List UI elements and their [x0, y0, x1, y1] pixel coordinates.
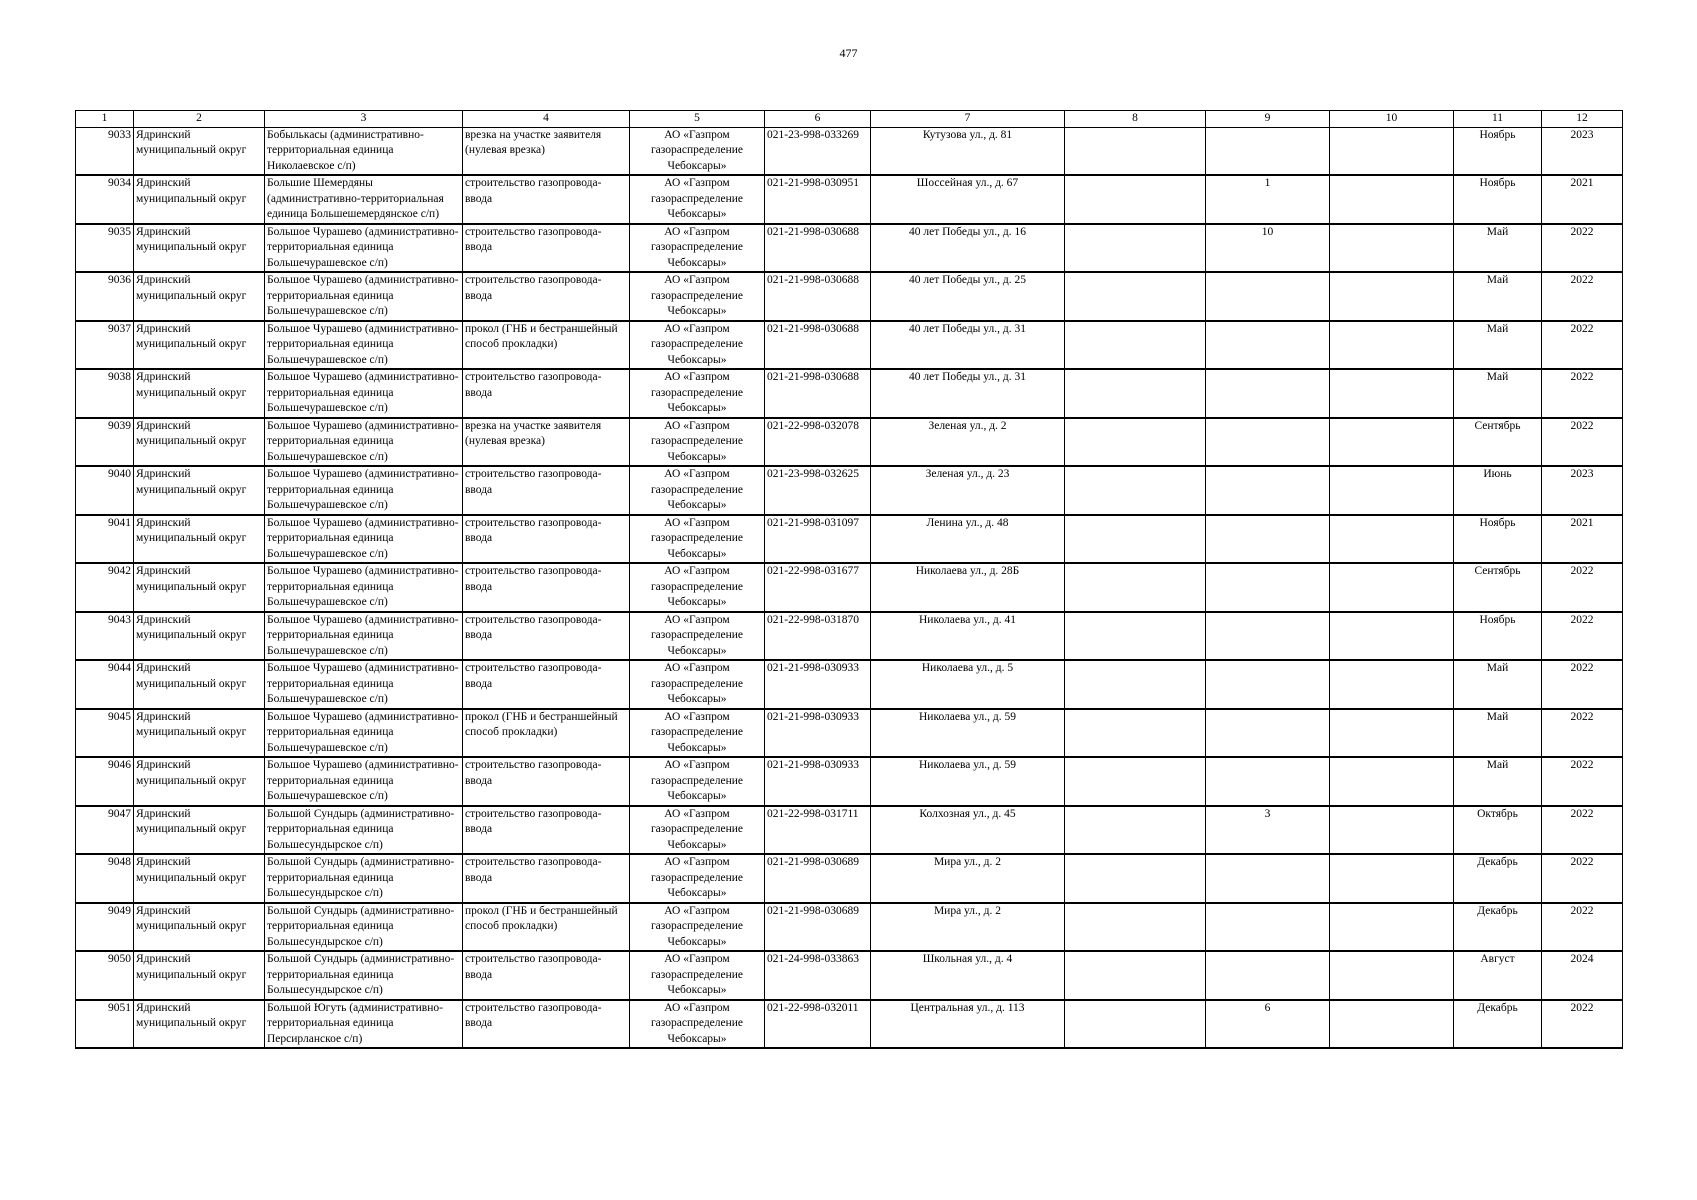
- column-9-cell: [1206, 951, 1330, 1000]
- column-9-cell: 3: [1206, 806, 1330, 855]
- work-type-cell: врезка на участке заявителя (нулевая врезка): [463, 418, 630, 467]
- code-cell: 021-21-998-030689: [765, 854, 871, 903]
- column-header: 10: [1330, 111, 1454, 128]
- column-9-cell: [1206, 903, 1330, 952]
- column-9-cell: [1206, 757, 1330, 806]
- month-cell: Август: [1454, 951, 1542, 1000]
- column-9-cell: 1: [1206, 175, 1330, 224]
- column-10-cell: [1330, 806, 1454, 855]
- organization-cell: АО «Газпром газораспределение Чебоксары»: [630, 272, 765, 321]
- column-9-cell: [1206, 612, 1330, 661]
- code-cell: 021-22-998-032078: [765, 418, 871, 467]
- table-row: [76, 806, 1623, 855]
- column-9-cell: 10: [1206, 224, 1330, 273]
- column-10-cell: [1330, 127, 1454, 175]
- table-row: [76, 563, 1623, 612]
- district-cell: Ядринский муниципальный округ: [134, 175, 265, 224]
- column-8-cell: [1065, 563, 1206, 612]
- month-cell: Ноябрь: [1454, 515, 1542, 564]
- month-cell: Ноябрь: [1454, 127, 1542, 175]
- settlement-cell: Большое Чурашево (административно-территориальная единица Большечурашевское с/п): [265, 418, 463, 467]
- row-number: 9034: [76, 175, 134, 224]
- row-number: 9036: [76, 272, 134, 321]
- column-9-cell: [1206, 466, 1330, 515]
- work-type-cell: строительство газопровода-ввода: [463, 369, 630, 418]
- district-cell: Ядринский муниципальный округ: [134, 660, 265, 709]
- column-header: 3: [265, 111, 463, 128]
- page-number: 477: [839, 46, 858, 60]
- address-cell: Николаева ул., д. 59: [871, 757, 1065, 806]
- settlement-cell: Большое Чурашево (административно-территориальная единица Большечурашевское с/п): [265, 369, 463, 418]
- work-type-cell: строительство газопровода-ввода: [463, 612, 630, 661]
- column-10-cell: [1330, 903, 1454, 952]
- column-header: 4: [463, 111, 630, 128]
- column-8-cell: [1065, 369, 1206, 418]
- organization-cell: АО «Газпром газораспределение Чебоксары»: [630, 321, 765, 370]
- month-cell: Октябрь: [1454, 806, 1542, 855]
- work-type-cell: строительство газопровода-ввода: [463, 466, 630, 515]
- row-number: 9039: [76, 418, 134, 467]
- column-9-cell: [1206, 709, 1330, 758]
- row-number: 9046: [76, 757, 134, 806]
- district-cell: Ядринский муниципальный округ: [134, 806, 265, 855]
- address-cell: Колхозная ул., д. 45: [871, 806, 1065, 855]
- column-9-cell: [1206, 321, 1330, 370]
- column-8-cell: [1065, 806, 1206, 855]
- month-cell: Декабрь: [1454, 903, 1542, 952]
- column-8-cell: [1065, 466, 1206, 515]
- work-type-cell: прокол (ГНБ и бестраншейный способ прокладки): [463, 321, 630, 370]
- settlement-cell: Большие Шемердяны (административно-территориальная единица Большешемердянское с/п): [265, 175, 463, 224]
- settlement-cell: Большой Сундырь (административно-территориальная единица Большесундырское с/п): [265, 951, 463, 1000]
- column-9-cell: [1206, 854, 1330, 903]
- settlement-cell: Большое Чурашево (административно-территориальная единица Большечурашевское с/п): [265, 224, 463, 273]
- code-cell: 021-21-998-031097: [765, 515, 871, 564]
- address-cell: Зеленая ул., д. 23: [871, 466, 1065, 515]
- column-10-cell: [1330, 854, 1454, 903]
- row-number: 9044: [76, 660, 134, 709]
- row-number: 9049: [76, 903, 134, 952]
- district-cell: Ядринский муниципальный округ: [134, 563, 265, 612]
- code-cell: 021-23-998-032625: [765, 466, 871, 515]
- district-cell: Ядринский муниципальный округ: [134, 903, 265, 952]
- district-cell: Ядринский муниципальный округ: [134, 951, 265, 1000]
- code-cell: 021-24-998-033863: [765, 951, 871, 1000]
- column-8-cell: [1065, 1000, 1206, 1049]
- district-cell: Ядринский муниципальный округ: [134, 224, 265, 273]
- column-10-cell: [1330, 709, 1454, 758]
- settlement-cell: Большое Чурашево (административно-территориальная единица Большечурашевское с/п): [265, 709, 463, 758]
- district-cell: Ядринский муниципальный округ: [134, 369, 265, 418]
- address-cell: Мира ул., д. 2: [871, 854, 1065, 903]
- month-cell: Ноябрь: [1454, 175, 1542, 224]
- work-type-cell: строительство газопровода-ввода: [463, 563, 630, 612]
- work-type-cell: врезка на участке заявителя (нулевая врезка): [463, 127, 630, 175]
- district-cell: Ядринский муниципальный округ: [134, 321, 265, 370]
- row-number: 9040: [76, 466, 134, 515]
- column-header: 7: [871, 111, 1065, 128]
- column-10-cell: [1330, 563, 1454, 612]
- address-cell: Центральная ул., д. 113: [871, 1000, 1065, 1049]
- settlement-cell: Большое Чурашево (административно-территориальная единица Большечурашевское с/п): [265, 272, 463, 321]
- year-cell: 2023: [1542, 127, 1623, 175]
- month-cell: Май: [1454, 224, 1542, 273]
- table-row: [76, 127, 1623, 175]
- data-table: [75, 110, 1623, 1049]
- organization-cell: АО «Газпром газораспределение Чебоксары»: [630, 175, 765, 224]
- row-number: 9050: [76, 951, 134, 1000]
- work-type-cell: строительство газопровода-ввода: [463, 1000, 630, 1049]
- year-cell: 2022: [1542, 854, 1623, 903]
- year-cell: 2022: [1542, 563, 1623, 612]
- column-header: 5: [630, 111, 765, 128]
- row-number: 9033: [76, 127, 134, 175]
- column-10-cell: [1330, 951, 1454, 1000]
- code-cell: 021-21-998-030688: [765, 321, 871, 370]
- table-row: [76, 466, 1623, 515]
- year-cell: 2022: [1542, 757, 1623, 806]
- column-9-cell: 6: [1206, 1000, 1330, 1049]
- row-number: 9045: [76, 709, 134, 758]
- organization-cell: АО «Газпром газораспределение Чебоксары»: [630, 806, 765, 855]
- column-9-cell: [1206, 272, 1330, 321]
- column-header: 2: [134, 111, 265, 128]
- organization-cell: АО «Газпром газораспределение Чебоксары»: [630, 660, 765, 709]
- month-cell: Май: [1454, 660, 1542, 709]
- column-10-cell: [1330, 660, 1454, 709]
- address-cell: Ленина ул., д. 48: [871, 515, 1065, 564]
- column-header: 1: [76, 111, 134, 128]
- organization-cell: АО «Газпром газораспределение Чебоксары»: [630, 466, 765, 515]
- address-cell: Шоссейная ул., д. 67: [871, 175, 1065, 224]
- address-cell: 40 лет Победы ул., д. 25: [871, 272, 1065, 321]
- column-10-cell: [1330, 418, 1454, 467]
- row-number: 9035: [76, 224, 134, 273]
- table-row: [76, 321, 1623, 370]
- address-cell: Николаева ул., д. 59: [871, 709, 1065, 758]
- table-row: [76, 224, 1623, 273]
- column-header: 6: [765, 111, 871, 128]
- table-row: [76, 418, 1623, 467]
- column-8-cell: [1065, 272, 1206, 321]
- organization-cell: АО «Газпром газораспределение Чебоксары»: [630, 418, 765, 467]
- month-cell: Сентябрь: [1454, 563, 1542, 612]
- work-type-cell: строительство газопровода-ввода: [463, 854, 630, 903]
- month-cell: Май: [1454, 321, 1542, 370]
- column-10-cell: [1330, 1000, 1454, 1049]
- settlement-cell: Большое Чурашево (административно-территориальная единица Большечурашевское с/п): [265, 563, 463, 612]
- organization-cell: АО «Газпром газораспределение Чебоксары»: [630, 757, 765, 806]
- code-cell: 021-21-998-030933: [765, 660, 871, 709]
- column-9-cell: [1206, 660, 1330, 709]
- column-header: 11: [1454, 111, 1542, 128]
- column-10-cell: [1330, 612, 1454, 661]
- work-type-cell: строительство газопровода-ввода: [463, 175, 630, 224]
- year-cell: 2022: [1542, 903, 1623, 952]
- table-row: [76, 272, 1623, 321]
- column-8-cell: [1065, 418, 1206, 467]
- month-cell: Май: [1454, 757, 1542, 806]
- code-cell: 021-21-998-030951: [765, 175, 871, 224]
- column-10-cell: [1330, 272, 1454, 321]
- year-cell: 2022: [1542, 612, 1623, 661]
- settlement-cell: Большое Чурашево (административно-территориальная единица Большечурашевское с/п): [265, 515, 463, 564]
- work-type-cell: строительство газопровода-ввода: [463, 272, 630, 321]
- year-cell: 2022: [1542, 1000, 1623, 1049]
- column-9-cell: [1206, 418, 1330, 467]
- column-10-cell: [1330, 757, 1454, 806]
- district-cell: Ядринский муниципальный округ: [134, 127, 265, 175]
- month-cell: Декабрь: [1454, 1000, 1542, 1049]
- address-cell: Школьная ул., д. 4: [871, 951, 1065, 1000]
- column-8-cell: [1065, 903, 1206, 952]
- code-cell: 021-21-998-030688: [765, 369, 871, 418]
- address-cell: Николаева ул., д. 5: [871, 660, 1065, 709]
- table-row: [76, 660, 1623, 709]
- year-cell: 2024: [1542, 951, 1623, 1000]
- column-8-cell: [1065, 854, 1206, 903]
- district-cell: Ядринский муниципальный округ: [134, 1000, 265, 1049]
- year-cell: 2022: [1542, 272, 1623, 321]
- column-8-cell: [1065, 660, 1206, 709]
- address-cell: Зеленая ул., д. 2: [871, 418, 1065, 467]
- settlement-cell: Большой Сундырь (административно-территориальная единица Большесундырское с/п): [265, 806, 463, 855]
- row-number: 9048: [76, 854, 134, 903]
- column-8-cell: [1065, 127, 1206, 175]
- work-type-cell: прокол (ГНБ и бестраншейный способ прокладки): [463, 903, 630, 952]
- month-cell: Май: [1454, 709, 1542, 758]
- year-cell: 2022: [1542, 369, 1623, 418]
- row-number: 9041: [76, 515, 134, 564]
- table-row: [76, 612, 1623, 661]
- settlement-cell: Большой Сундырь (административно-территориальная единица Большесундырское с/п): [265, 854, 463, 903]
- row-number: 9042: [76, 563, 134, 612]
- code-cell: 021-21-998-030688: [765, 272, 871, 321]
- column-header: 9: [1206, 111, 1330, 128]
- work-type-cell: строительство газопровода-ввода: [463, 806, 630, 855]
- month-cell: Июнь: [1454, 466, 1542, 515]
- organization-cell: АО «Газпром газораспределение Чебоксары»: [630, 951, 765, 1000]
- district-cell: Ядринский муниципальный округ: [134, 854, 265, 903]
- column-8-cell: [1065, 709, 1206, 758]
- organization-cell: АО «Газпром газораспределение Чебоксары»: [630, 224, 765, 273]
- organization-cell: АО «Газпром газораспределение Чебоксары»: [630, 612, 765, 661]
- address-cell: Николаева ул., д. 28Б: [871, 563, 1065, 612]
- address-cell: Мира ул., д. 2: [871, 903, 1065, 952]
- column-10-cell: [1330, 369, 1454, 418]
- column-8-cell: [1065, 612, 1206, 661]
- settlement-cell: Большое Чурашево (административно-территориальная единица Большечурашевское с/п): [265, 466, 463, 515]
- code-cell: 021-22-998-032011: [765, 1000, 871, 1049]
- address-cell: 40 лет Победы ул., д. 31: [871, 369, 1065, 418]
- row-number: 9047: [76, 806, 134, 855]
- year-cell: 2022: [1542, 660, 1623, 709]
- table-row: [76, 709, 1623, 758]
- work-type-cell: строительство газопровода-ввода: [463, 224, 630, 273]
- table-row: [76, 175, 1623, 224]
- row-number: 9038: [76, 369, 134, 418]
- settlement-cell: Бобылькасы (административно-территориальная единица Николаевское с/п): [265, 127, 463, 175]
- code-cell: 021-21-998-030689: [765, 903, 871, 952]
- column-9-cell: [1206, 515, 1330, 564]
- district-cell: Ядринский муниципальный округ: [134, 515, 265, 564]
- column-header: 12: [1542, 111, 1623, 128]
- work-type-cell: строительство газопровода-ввода: [463, 757, 630, 806]
- organization-cell: АО «Газпром газораспределение Чебоксары»: [630, 563, 765, 612]
- table-row: [76, 854, 1623, 903]
- month-cell: Сентябрь: [1454, 418, 1542, 467]
- column-8-cell: [1065, 321, 1206, 370]
- code-cell: 021-22-998-031711: [765, 806, 871, 855]
- year-cell: 2022: [1542, 709, 1623, 758]
- table-row: [76, 757, 1623, 806]
- district-cell: Ядринский муниципальный округ: [134, 709, 265, 758]
- organization-cell: АО «Газпром газораспределение Чебоксары»: [630, 854, 765, 903]
- code-cell: 021-22-998-031677: [765, 563, 871, 612]
- year-cell: 2023: [1542, 466, 1623, 515]
- table-row: [76, 515, 1623, 564]
- work-type-cell: строительство газопровода-ввода: [463, 660, 630, 709]
- district-cell: Ядринский муниципальный округ: [134, 466, 265, 515]
- year-cell: 2022: [1542, 806, 1623, 855]
- district-cell: Ядринский муниципальный округ: [134, 272, 265, 321]
- year-cell: 2022: [1542, 321, 1623, 370]
- year-cell: 2021: [1542, 515, 1623, 564]
- settlement-cell: Большое Чурашево (административно-территориальная единица Большечурашевское с/п): [265, 612, 463, 661]
- column-10-cell: [1330, 466, 1454, 515]
- table-row: [76, 951, 1623, 1000]
- table-row: [76, 369, 1623, 418]
- address-cell: Кутузова ул., д. 81: [871, 127, 1065, 175]
- district-cell: Ядринский муниципальный округ: [134, 612, 265, 661]
- month-cell: Май: [1454, 272, 1542, 321]
- organization-cell: АО «Газпром газораспределение Чебоксары»: [630, 369, 765, 418]
- settlement-cell: Большой Югуть (административно-территориальная единица Персирланское с/п): [265, 1000, 463, 1049]
- column-header: 8: [1065, 111, 1206, 128]
- organization-cell: АО «Газпром газораспределение Чебоксары»: [630, 903, 765, 952]
- column-8-cell: [1065, 515, 1206, 564]
- district-cell: Ядринский муниципальный округ: [134, 418, 265, 467]
- year-cell: 2022: [1542, 224, 1623, 273]
- column-9-cell: [1206, 563, 1330, 612]
- month-cell: Май: [1454, 369, 1542, 418]
- row-number: 9051: [76, 1000, 134, 1049]
- work-type-cell: строительство газопровода-ввода: [463, 951, 630, 1000]
- row-number: 9043: [76, 612, 134, 661]
- column-10-cell: [1330, 175, 1454, 224]
- column-10-cell: [1330, 321, 1454, 370]
- district-cell: Ядринский муниципальный округ: [134, 757, 265, 806]
- column-10-cell: [1330, 224, 1454, 273]
- settlement-cell: Большое Чурашево (административно-территориальная единица Большечурашевское с/п): [265, 757, 463, 806]
- column-10-cell: [1330, 515, 1454, 564]
- table-row: [76, 1000, 1623, 1049]
- organization-cell: АО «Газпром газораспределение Чебоксары»: [630, 1000, 765, 1049]
- column-8-cell: [1065, 757, 1206, 806]
- column-8-cell: [1065, 224, 1206, 273]
- month-cell: Декабрь: [1454, 854, 1542, 903]
- organization-cell: АО «Газпром газораспределение Чебоксары»: [630, 515, 765, 564]
- code-cell: 021-22-998-031870: [765, 612, 871, 661]
- column-8-cell: [1065, 951, 1206, 1000]
- settlement-cell: Большой Сундырь (административно-территориальная единица Большесундырское с/п): [265, 903, 463, 952]
- settlement-cell: Большое Чурашево (административно-территориальная единица Большечурашевское с/п): [265, 321, 463, 370]
- organization-cell: АО «Газпром газораспределение Чебоксары»: [630, 127, 765, 175]
- code-cell: 021-21-998-030688: [765, 224, 871, 273]
- address-cell: 40 лет Победы ул., д. 31: [871, 321, 1065, 370]
- work-type-cell: прокол (ГНБ и бестраншейный способ прокладки): [463, 709, 630, 758]
- work-type-cell: строительство газопровода-ввода: [463, 515, 630, 564]
- table-header-row: [76, 111, 1623, 128]
- table-row: [76, 903, 1623, 952]
- month-cell: Ноябрь: [1454, 612, 1542, 661]
- address-cell: Николаева ул., д. 41: [871, 612, 1065, 661]
- organization-cell: АО «Газпром газораспределение Чебоксары»: [630, 709, 765, 758]
- code-cell: 021-23-998-033269: [765, 127, 871, 175]
- row-number: 9037: [76, 321, 134, 370]
- code-cell: 021-21-998-030933: [765, 709, 871, 758]
- address-cell: 40 лет Победы ул., д. 16: [871, 224, 1065, 273]
- column-9-cell: [1206, 127, 1330, 175]
- year-cell: 2021: [1542, 175, 1623, 224]
- column-8-cell: [1065, 175, 1206, 224]
- year-cell: 2022: [1542, 418, 1623, 467]
- settlement-cell: Большое Чурашево (административно-территориальная единица Большечурашевское с/п): [265, 660, 463, 709]
- code-cell: 021-21-998-030933: [765, 757, 871, 806]
- column-9-cell: [1206, 369, 1330, 418]
